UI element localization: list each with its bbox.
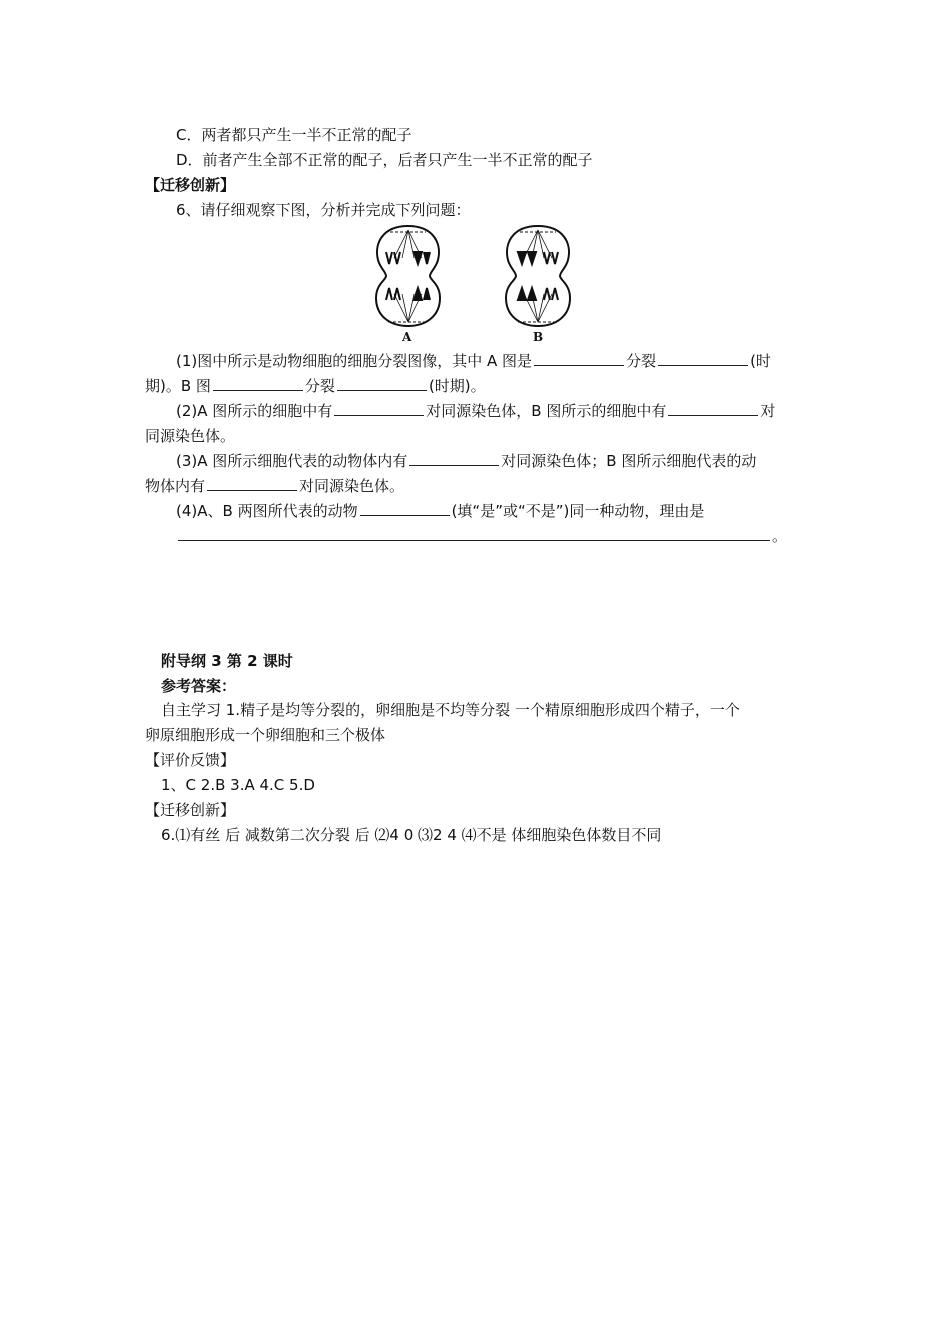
answers-ref-label: 参考答案： (161, 677, 237, 695)
q2-text-b: 对同源染色体，B 图所示的细胞中有 (426, 402, 667, 420)
q1-text-d: 期)。B 图 (145, 377, 211, 395)
cell-b-drawing (506, 226, 570, 326)
option-c: C．两者都只产生一半不正常的配子 (176, 126, 412, 144)
q4-blank-1[interactable] (360, 501, 450, 516)
figure-label-a: A (402, 330, 412, 344)
q3-blank-2[interactable] (207, 476, 297, 491)
q3-blank-1[interactable] (409, 451, 499, 466)
answers-transfer-list: 6.⑴有丝 后 减数第二次分裂 后 ⑵4 0 ⑶2 4 ⑷不是 体细胞染色体数目不同 (161, 826, 662, 844)
q2-text-c: 对 (760, 402, 776, 420)
question-6-intro: 6、请仔细观察下图，分析并完成下列问题： (176, 201, 471, 219)
q4-end-mark: 。 (772, 527, 788, 545)
answers-self-study-line1: 自主学习 1.精子是均等分裂的，卵细胞是不均等分裂 一个精原细胞形成四个精子，一个 (161, 701, 740, 719)
q1-text-a: (1)图中所示是动物细胞的细胞分裂图像，其中 A 图是 (176, 352, 533, 370)
q1-text-c: (时 (750, 352, 771, 370)
question-6-1-line2 (145, 376, 486, 396)
q4-text-b: (填“是”或“不是”)同一种动物，理由是 (451, 502, 705, 520)
q4-text-a: (4)A、B 两图所代表的动物 (176, 502, 358, 520)
option-d: D．前者产生全部不正常的配子，后者只产生一半不正常的配子 (176, 151, 593, 169)
q1-text-f: (时期)。 (428, 377, 486, 395)
cell-division-figure (362, 222, 592, 344)
question-6-2-line1 (176, 401, 775, 421)
section-heading-transfer: 【迁移创新】 (145, 176, 236, 194)
question-6-4-line1 (176, 501, 704, 521)
q1-blank-4[interactable] (337, 376, 427, 391)
q1-text-b: 分裂 (626, 352, 657, 370)
answers-self-study-line2: 卵原细胞形成一个卵细胞和三个极体 (145, 726, 386, 744)
q2-blank-2[interactable] (668, 401, 758, 416)
q3-text-b: 对同源染色体；B 图所示细胞代表的动 (501, 452, 757, 470)
question-6-3-line2 (145, 476, 404, 496)
question-6-4-line2 (176, 526, 787, 546)
q2-blank-1[interactable] (334, 401, 424, 416)
question-6-1-line1 (176, 351, 771, 371)
q1-blank-1[interactable] (534, 351, 624, 366)
q2-text-a: (2)A 图所示的细胞中有 (176, 402, 333, 420)
answers-feedback-heading: 【评价反馈】 (145, 751, 236, 769)
q3-text-d: 对同源染色体。 (299, 477, 405, 495)
q4-reason-blank[interactable] (178, 526, 770, 541)
answers-title: 附导纲 3 第 2 课时 (161, 652, 293, 670)
figure-label-b: B (533, 330, 544, 344)
question-6-3-line1 (176, 451, 756, 471)
q1-blank-3[interactable] (213, 376, 303, 391)
cell-a-drawing (376, 226, 440, 326)
q3-text-a: (3)A 图所示细胞代表的动物体内有 (176, 452, 408, 470)
answers-transfer-heading: 【迁移创新】 (145, 801, 236, 819)
answers-feedback-list: 1、C 2.B 3.A 4.C 5.D (161, 776, 315, 794)
q1-text-e: 分裂 (304, 377, 335, 395)
q3-text-c: 物体内有 (145, 477, 206, 495)
q1-blank-2[interactable] (658, 351, 748, 366)
question-6-2-line2: 同源染色体。 (145, 427, 236, 445)
